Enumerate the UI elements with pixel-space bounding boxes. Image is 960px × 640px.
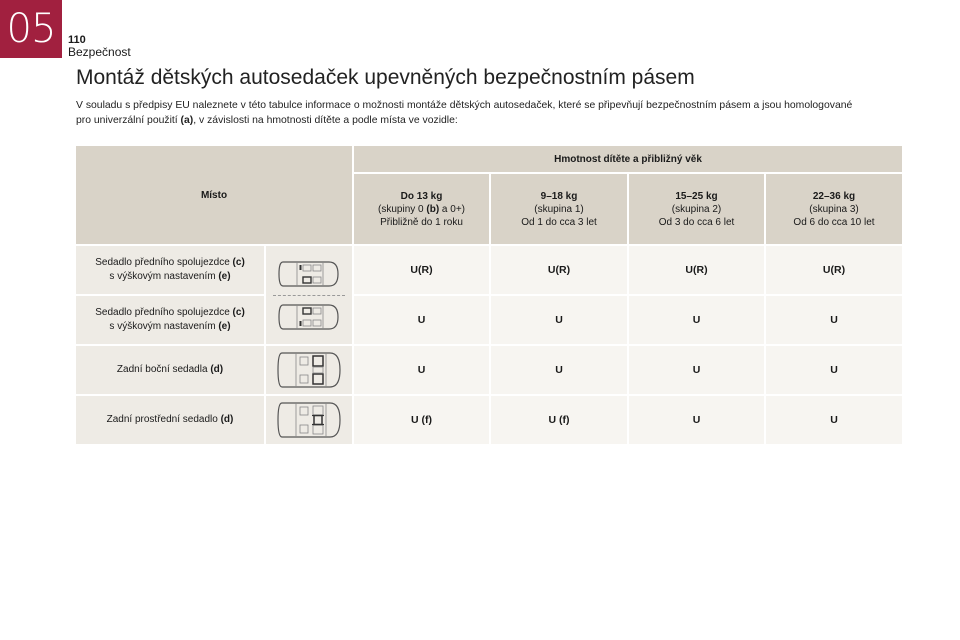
table-cell: U [629, 396, 766, 446]
intro-paragraph [76, 98, 856, 128]
rear-side-icon-cell [266, 346, 354, 396]
table-cell: U [766, 296, 904, 346]
table-row [76, 396, 904, 446]
table-cell: U (f) [491, 396, 629, 446]
group-age: Přibližně do 1 roku [380, 216, 463, 228]
table-cell: U [354, 346, 491, 396]
seat-divider [273, 295, 345, 296]
table-cell: U [629, 346, 766, 396]
table-cell: U (f) [354, 396, 491, 446]
table-cell: U(R) [491, 246, 629, 296]
group-header-2 [629, 174, 766, 246]
table-cell: U [491, 346, 629, 396]
weight-header: Hmotnost dítěte a přibližný věk [354, 146, 904, 174]
section-name: Bezpečnost [68, 45, 131, 59]
chapter-number: 05 [6, 6, 56, 52]
group-age: Od 6 do cca 10 let [793, 216, 875, 228]
group-weight: Do 13 kg [400, 190, 443, 202]
chapter-tab [0, 0, 62, 58]
table-row [76, 296, 904, 346]
group-header-0 [354, 174, 491, 246]
table-row [76, 246, 904, 296]
group-weight: 22–36 kg [812, 190, 856, 202]
table-cell: U [354, 296, 491, 346]
intro-note-a: (a) [180, 115, 194, 126]
car-top-view-front-seat-raised-icon [277, 257, 341, 291]
group-weight: 15–25 kg [675, 190, 718, 202]
place-header: Místo [76, 146, 354, 246]
group-name: (skupiny 0 (b) a 0+) [378, 203, 466, 215]
page-title: Montáž dětských autosedaček upevněných bezpečnostním pásem [76, 66, 695, 89]
group-age: Od 3 do cca 6 let [658, 216, 735, 228]
group-name: (skupina 3) [809, 203, 859, 215]
group-name: (skupina 2) [671, 203, 722, 215]
table-cell: U(R) [629, 246, 766, 296]
intro-text-2: , v závislosti na hmotnosti dítěte a podle místa ve vozidle: [193, 115, 458, 126]
group-header-1 [491, 174, 629, 246]
intro-text-1: V souladu s předpisy EU naleznete v této tabulce informace o možnosti montáže dětských autosedaček, které se připevňují bezpečnostním pásem a jsou homologované pro univerzální použití [76, 100, 853, 126]
row-label: Sedadlo předního spolujezdce (c) s výškovým nastavením (e) [76, 296, 266, 346]
car-top-view-rear-side-seats-icon [276, 350, 342, 390]
table-row [76, 346, 904, 396]
car-top-view-rear-middle-seat-icon [276, 400, 342, 440]
group-weight: 9–18 kg [540, 190, 578, 202]
front-seat-icons-cell [266, 246, 354, 346]
group-age: Od 1 do cca 3 let [521, 216, 597, 228]
group-name: (skupina 1) [534, 203, 584, 215]
car-top-view-front-seat-lowered-icon [277, 300, 341, 334]
group-header-3 [766, 174, 904, 246]
table-cell: U [766, 396, 904, 446]
row-label: Sedadlo předního spolujezdce (c) s výškovým nastavením (e) [76, 246, 266, 296]
child-seat-table [76, 146, 904, 446]
table-cell: U [491, 296, 629, 346]
row-label: Zadní prostřední sedadlo (d) [76, 396, 266, 446]
table-cell: U(R) [354, 246, 491, 296]
table-cell: U [766, 346, 904, 396]
row-label: Zadní boční sedadla (d) [76, 346, 266, 396]
table-cell: U [629, 296, 766, 346]
table-cell: U(R) [766, 246, 904, 296]
page-number: 110 [68, 34, 86, 46]
rear-middle-icon-cell [266, 396, 354, 446]
